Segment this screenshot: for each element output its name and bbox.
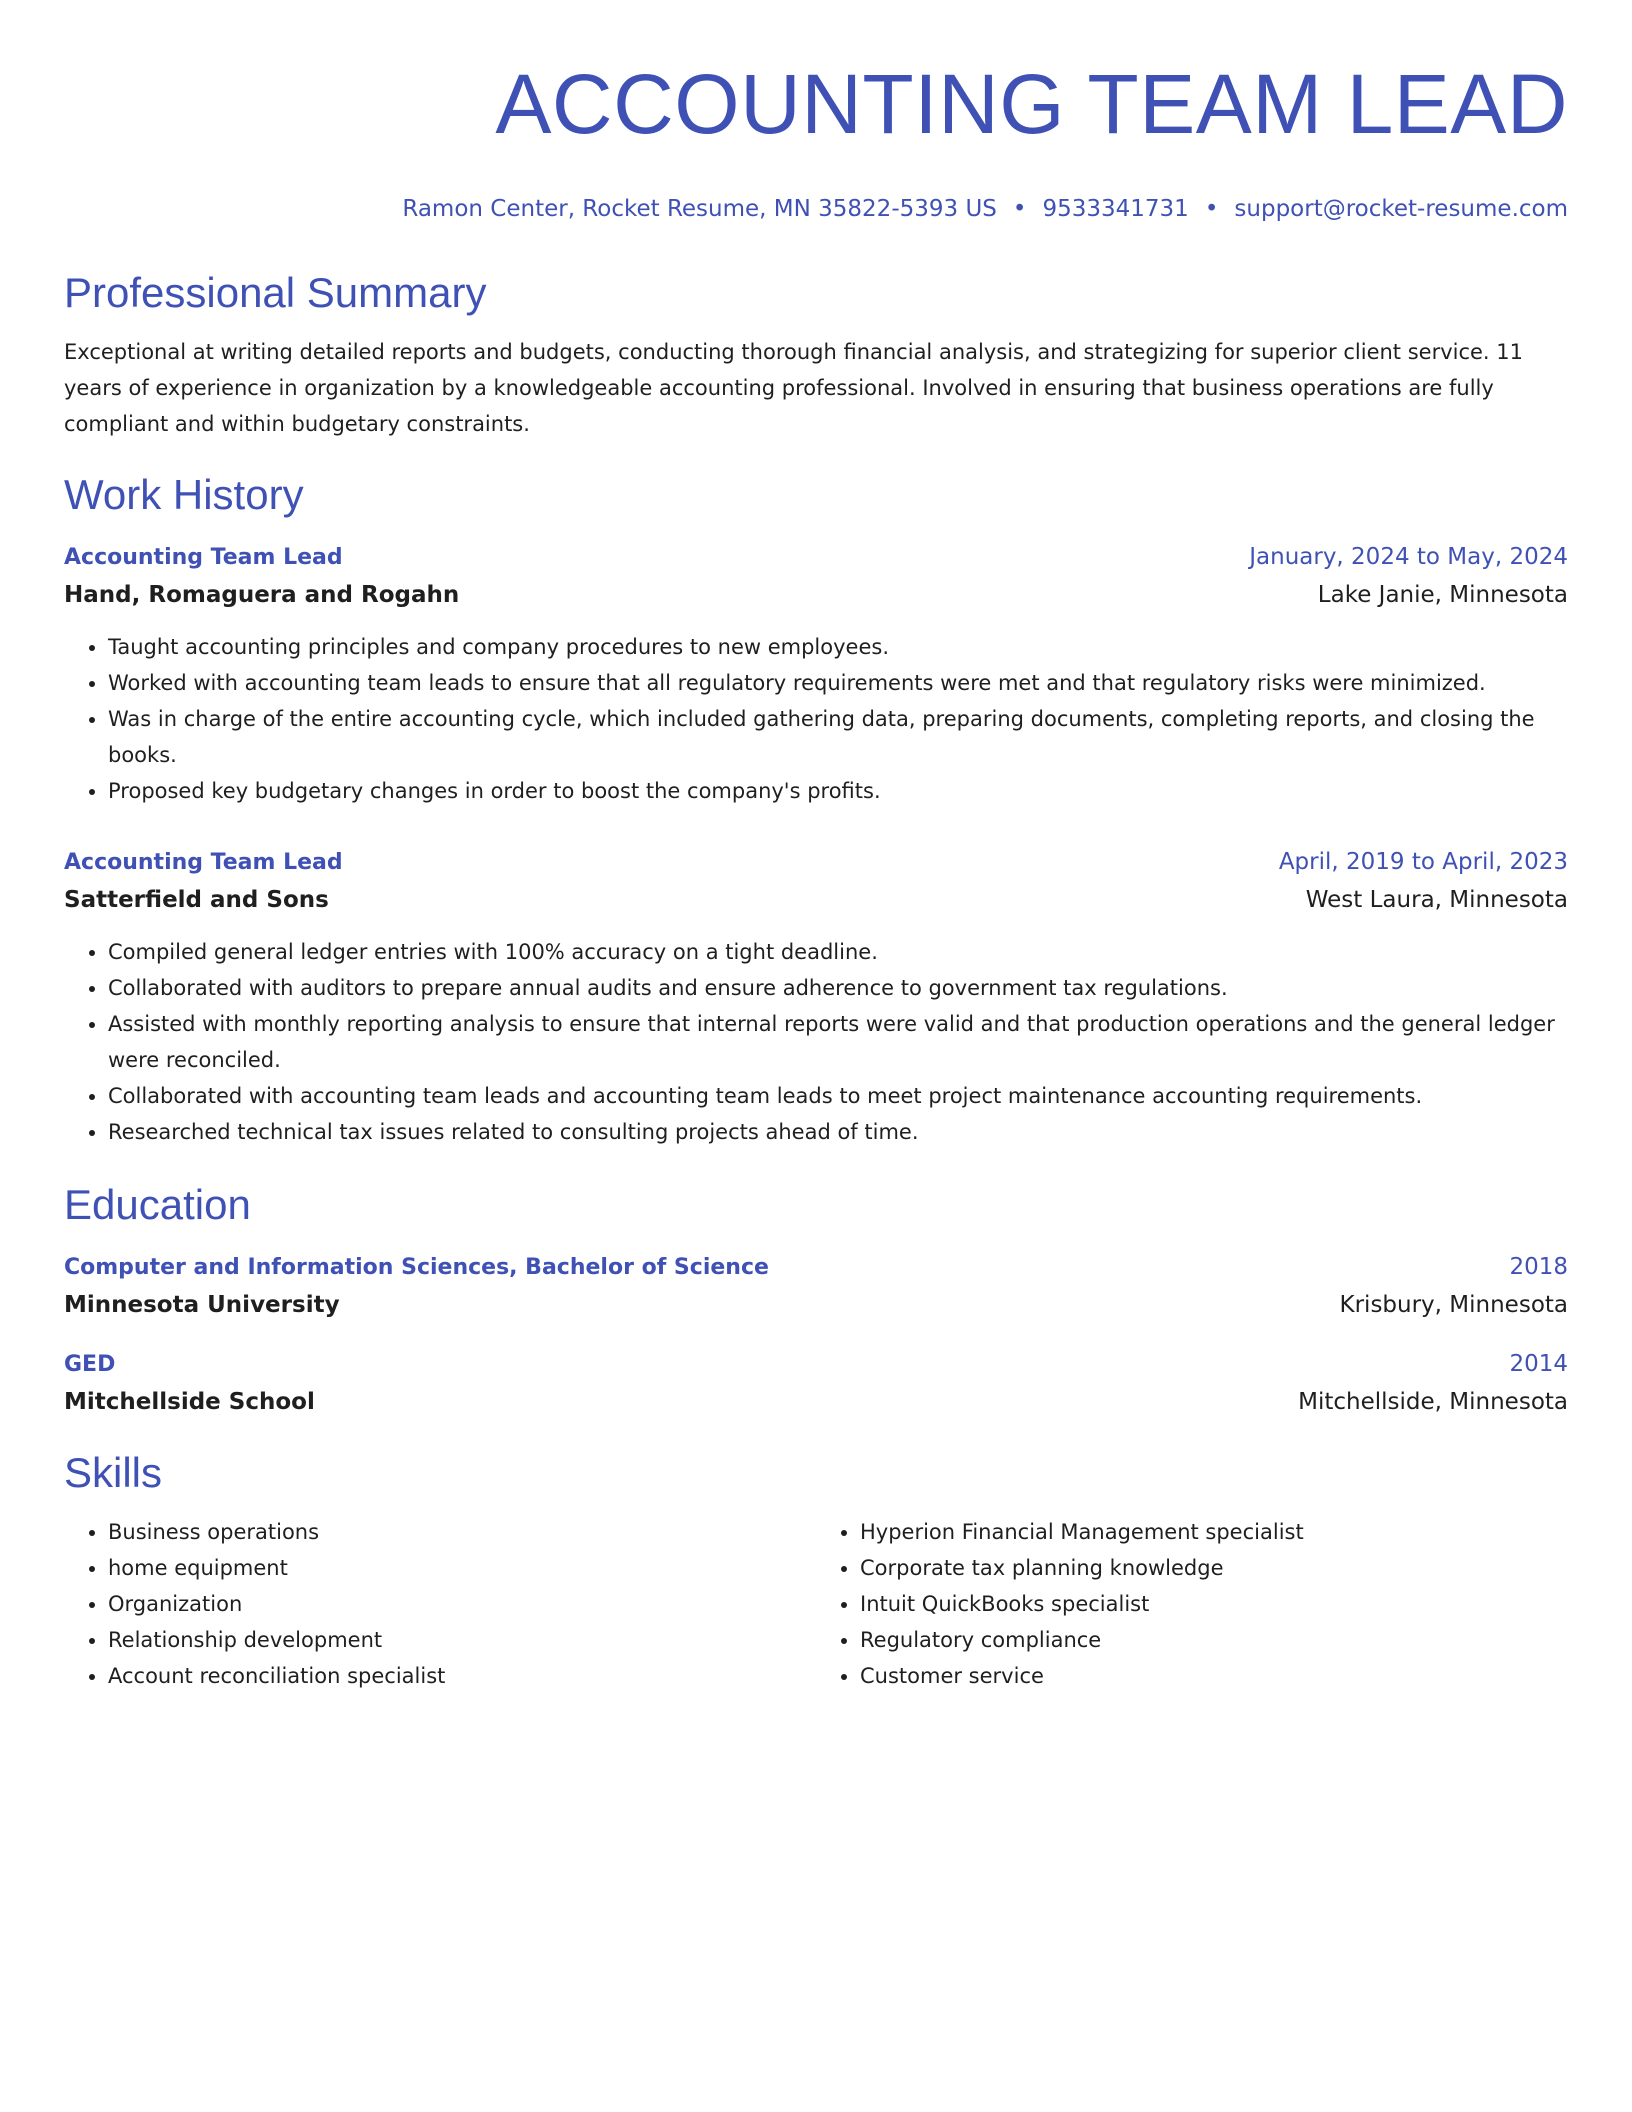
skill-item: • Hyperion Financial Management specialist <box>860 1514 1568 1550</box>
skill-item: • home equipment <box>108 1550 816 1586</box>
education-school-row <box>64 1386 1568 1418</box>
job-company-row <box>64 579 1568 611</box>
job-bullet: • Proposed key budgetary changes in order to boost the company's profits. <box>108 773 1568 809</box>
contact-separator: • <box>1012 196 1027 222</box>
skill-item: • Business operations <box>108 1514 816 1550</box>
education-year: 2014 <box>1509 1351 1568 1377</box>
contact-separator: • <box>1204 196 1219 222</box>
job-bullet: • Was in charge of the entire accounting cycle, which included gathering data, preparing documents, completing reports, and closing the books. <box>108 701 1568 773</box>
education-degree: GED <box>64 1352 116 1377</box>
contact-line <box>64 194 1568 224</box>
resume-header <box>64 56 1568 224</box>
education-location: Mitchellside, Minnesota <box>1298 1389 1568 1415</box>
contact-address: Ramon Center, Rocket Resume, MN 35822-5393 US <box>402 196 997 222</box>
job-company: Satterfield and Sons <box>64 887 329 913</box>
contact-email: support@rocket-resume.com <box>1234 196 1568 222</box>
professional-summary-section <box>64 268 1568 442</box>
job-dates: April, 2019 to April, 2023 <box>1278 849 1568 875</box>
job-company: Hand, Romaguera and Rogahn <box>64 582 460 608</box>
skill-item: • Customer service <box>860 1658 1568 1694</box>
education-degree: Computer and Information Sciences, Bachelor of Science <box>64 1255 769 1280</box>
contact-phone: 9533341731 <box>1042 196 1189 222</box>
job-bullet-list <box>64 934 1568 1150</box>
education-year: 2018 <box>1509 1254 1568 1280</box>
education-location: Krisbury, Minnesota <box>1339 1292 1568 1318</box>
section-title-skills: Skills <box>64 1449 163 1496</box>
candidate-title: ACCOUNTING TEAM LEAD <box>495 57 1568 151</box>
job-company-row <box>64 884 1568 916</box>
job-bullet: • Compiled general ledger entries with 100% accuracy on a tight deadline. <box>108 934 1568 970</box>
skills-section <box>64 1448 1568 1694</box>
job-location: West Laura, Minnesota <box>1305 887 1568 913</box>
section-title-work-history: Work History <box>64 471 304 518</box>
job-entry <box>64 847 1568 1150</box>
skills-list-left <box>64 1514 816 1694</box>
education-section <box>64 1180 1568 1418</box>
job-bullet: • Collaborated with accounting team leads and accounting team leads to meet project maintenance accounting requirements. <box>108 1078 1568 1114</box>
job-location: Lake Janie, Minnesota <box>1317 582 1568 608</box>
skills-column-right <box>816 1514 1568 1694</box>
job-bullet: • Assisted with monthly reporting analysis to ensure that internal reports were valid and that production operations and the general ledger were reconciled. <box>108 1006 1568 1078</box>
section-title-summary: Professional Summary <box>64 269 487 316</box>
education-header-row <box>64 1349 1568 1380</box>
education-header-row <box>64 1252 1568 1283</box>
job-bullet: • Researched technical tax issues related to consulting projects ahead of time. <box>108 1114 1568 1150</box>
section-title-education: Education <box>64 1181 251 1228</box>
job-bullet: • Collaborated with auditors to prepare annual audits and ensure adherence to government tax regulations. <box>108 970 1568 1006</box>
education-entry <box>64 1349 1568 1418</box>
skill-item: • Corporate tax planning knowledge <box>860 1550 1568 1586</box>
summary-text: Exceptional at writing detailed reports and budgets, conducting thorough financial analysis, and strategizing for superior client service. 11 years of experience in organization by a knowledgeable accounting professional. Involved in ensuring that business operations are fully compliant and within budgetary constraints. <box>64 340 1523 436</box>
skills-grid <box>64 1514 1568 1694</box>
skills-column-left <box>64 1514 816 1694</box>
skill-item: • Relationship development <box>108 1622 816 1658</box>
job-role: Accounting Team Lead <box>64 545 343 570</box>
job-entry <box>64 542 1568 809</box>
skill-item: • Regulatory compliance <box>860 1622 1568 1658</box>
skill-item: • Intuit QuickBooks specialist <box>860 1586 1568 1622</box>
job-bullet: • Taught accounting principles and company procedures to new employees. <box>108 629 1568 665</box>
education-entry <box>64 1252 1568 1321</box>
education-school: Mitchellside School <box>64 1389 315 1415</box>
job-header-row <box>64 542 1568 573</box>
education-school-row <box>64 1289 1568 1321</box>
work-history-section <box>64 470 1568 1150</box>
job-header-row <box>64 847 1568 878</box>
job-dates: January, 2024 to May, 2024 <box>1249 544 1568 570</box>
skill-item: • Organization <box>108 1586 816 1622</box>
skill-item: • Account reconciliation specialist <box>108 1658 816 1694</box>
job-role: Accounting Team Lead <box>64 850 343 875</box>
skills-list-right <box>816 1514 1568 1694</box>
job-bullet: • Worked with accounting team leads to ensure that all regulatory requirements were met and that regulatory risks were minimized. <box>108 665 1568 701</box>
education-school: Minnesota University <box>64 1292 340 1318</box>
job-bullet-list <box>64 629 1568 809</box>
